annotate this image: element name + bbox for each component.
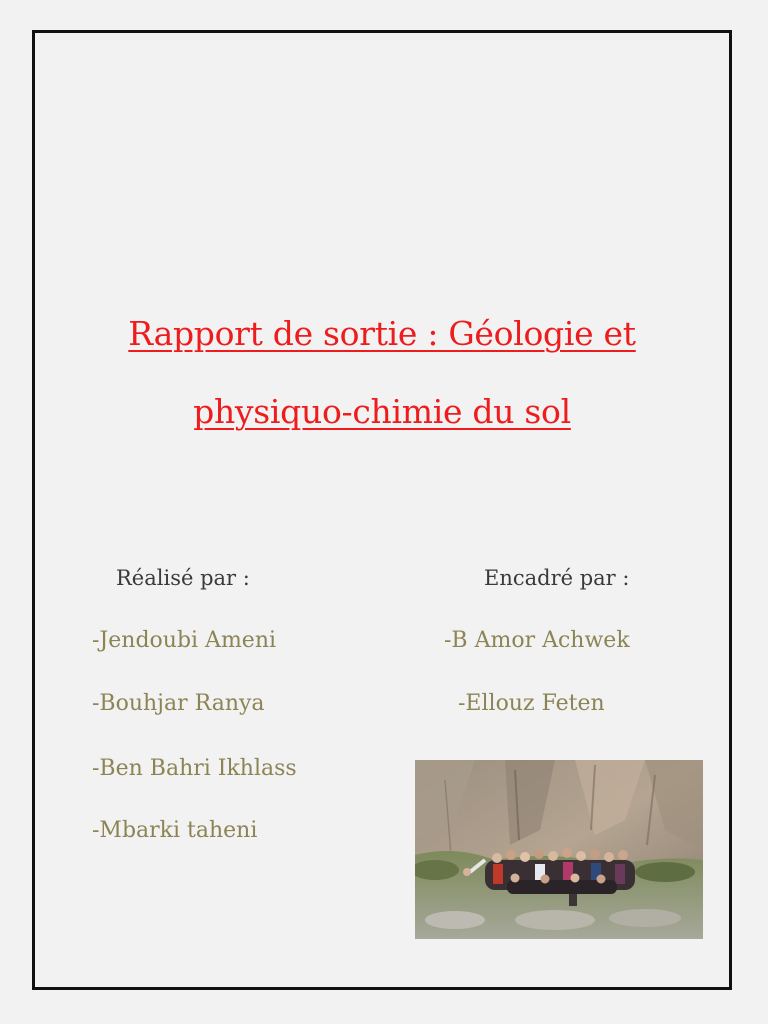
field-trip-group-photo xyxy=(415,760,703,939)
author-name: -Ben Bahri Ikhlass xyxy=(92,756,297,781)
author-name: -Bouhjar Ranya xyxy=(92,691,265,716)
report-title-line-1: Rapport de sortie : Géologie et xyxy=(128,314,636,353)
supervisors-heading: Encadré par : xyxy=(484,566,630,590)
author-name: -Jendoubi Ameni xyxy=(92,628,277,653)
supervisor-name: -Ellouz Feten xyxy=(458,691,605,716)
report-title-line-2: physiquo-chimie du sol xyxy=(193,392,571,431)
supervisor-name: -B Amor Achwek xyxy=(444,628,630,653)
author-name: -Mbarki taheni xyxy=(92,818,258,843)
authors-heading: Réalisé par : xyxy=(116,566,250,590)
